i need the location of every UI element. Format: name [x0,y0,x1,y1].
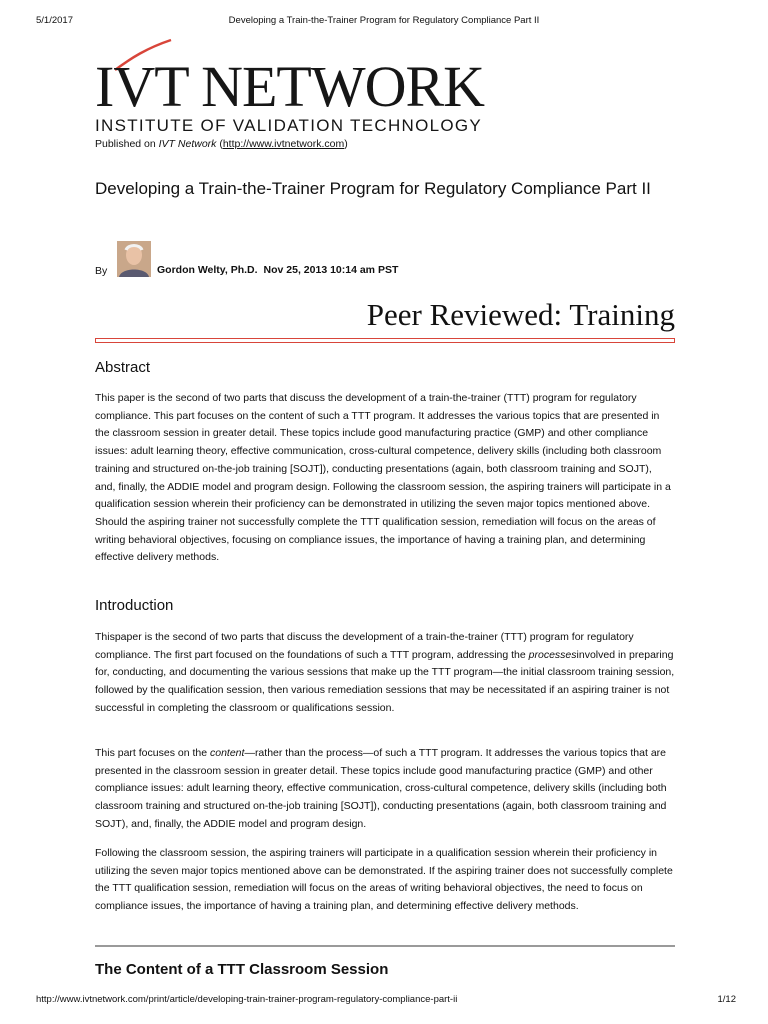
section-banner-rule [95,338,675,343]
author-photo-icon [117,241,151,277]
introduction-heading: Introduction [95,597,174,614]
intro-p1-emphasis: processes [528,648,577,661]
print-doc-title: Developing a Train-the-Trainer Program for Regulatory Compliance Part II [228,15,540,26]
published-close-paren: ) [344,138,348,150]
print-page-number: 1/12 [717,994,736,1005]
byline-label: By [95,265,108,277]
abstract-body: This paper is the second of two parts that discuss the development of a train-the-trainer (TTT) program for regulatory compliance. This part focuses on the content of such a TTT program. It addresses the various topics that are presented in the classroom session in greater detail. These topics include good manufacturing practice (GMP) and other compliance issues: adult learning theory, effective communication, cross-cultural competence, delivery skills (including both classroom training and structured on-the-job training [SOJT]), conducting presentations (again, both classroom training and SOJT), and, finally, the ADDIE model and program design. Following the classroom session, the aspiring trainers will participate in a qualification session wherein their proficiency can be demonstrated in utilizing the seven major topics mentioned above. Should the aspiring trainer not successfully complete the TTT qualification session, remediation will focus on the areas of writing behavioral objectives, focusing on compliance issues, the importance of having a training plan, and determining effective delivery methods. [95,392,671,564]
article-date: Nov 25, 2013 10:14 am PST [263,264,399,276]
byline [95,240,685,278]
intro-p1-text-a: Thispaper is the second of two parts that discuss the development of a train-the-trainer (TTT) program for regulatory compliance. The first part focused on the foundations of such a TTT program, addressing the [95,631,634,661]
byline-meta [157,264,398,276]
article-title: Developing a Train-the-Trainer Program for Regulatory Compliance Part II [95,179,651,198]
intro-p2-emphasis: content [209,747,245,759]
logo-subtitle: INSTITUTE OF VALIDATION TECHNOLOGY [95,116,483,135]
intro-p2-text-b: —rather than the process—of such a TTT program. It addresses the various topics that are presented in the classroom session in greater detail. These topics include good manufacturing practice (GMP) and other compliance issues: adult learning theory, effective communication, cross-cultural competence, delivery skills (including both classroom training and structured on-the-job training [SOJT]), conducting presentations (again, both classroom training and SOJT), and, finally, the ADDIE model and program design. [95,747,667,830]
print-footer-url: http://www.ivtnetwork.com/print/article/developing-train-trainer-program-regulatory-compliance-part-ii [36,994,458,1005]
classroom-session-heading: The Content of a TTT Classroom Session [95,961,389,978]
logo-wordmark: IVT NETWORK [95,54,485,119]
published-site-name: IVT Network [158,138,217,150]
print-header [0,15,768,29]
published-prefix: Published on [95,138,156,150]
author-avatar [117,241,151,277]
ivt-network-logo[interactable] [95,38,485,138]
intro-p1-text-b: involved in preparing for, conducting, and documenting the various sessions that make up the TTT program—the initial classroom training session, followed by the qualification session, then various remediation sessions that may be necessitated if an aspiring trainer is not successful in completing the classroom or qualifications session. [95,648,675,714]
published-on [95,138,348,150]
introduction-paragraph-3: Following the classroom session, the aspiring trainers will participate in a qualification session wherein their proficiency in utilizing the seven major topics mentioned above can be demonstrated. If the aspiring trainer does not successfully complete the TTT qualification session, remediation will focus on the areas of writing behavioral objectives, the need to focus on compliance issues, the importance of having a training plan, and determining effective delivery methods. [95,847,673,913]
section-banner [95,296,675,344]
print-date: 5/1/2017 [36,15,73,26]
print-footer [0,994,768,1008]
published-open-paren: ( [219,138,223,150]
introduction-paragraph-2 [95,745,675,834]
introduction-paragraph-1 [95,629,675,718]
abstract-heading: Abstract [95,359,151,376]
section-banner-text: Peer Reviewed: Training [366,297,675,332]
section-divider [95,945,675,947]
published-site-link[interactable]: http://www.ivtnetwork.com [222,138,345,150]
author-name[interactable]: Gordon Welty, Ph.D. [157,264,258,276]
intro-p2-text-a: This part focuses on the [95,747,210,759]
